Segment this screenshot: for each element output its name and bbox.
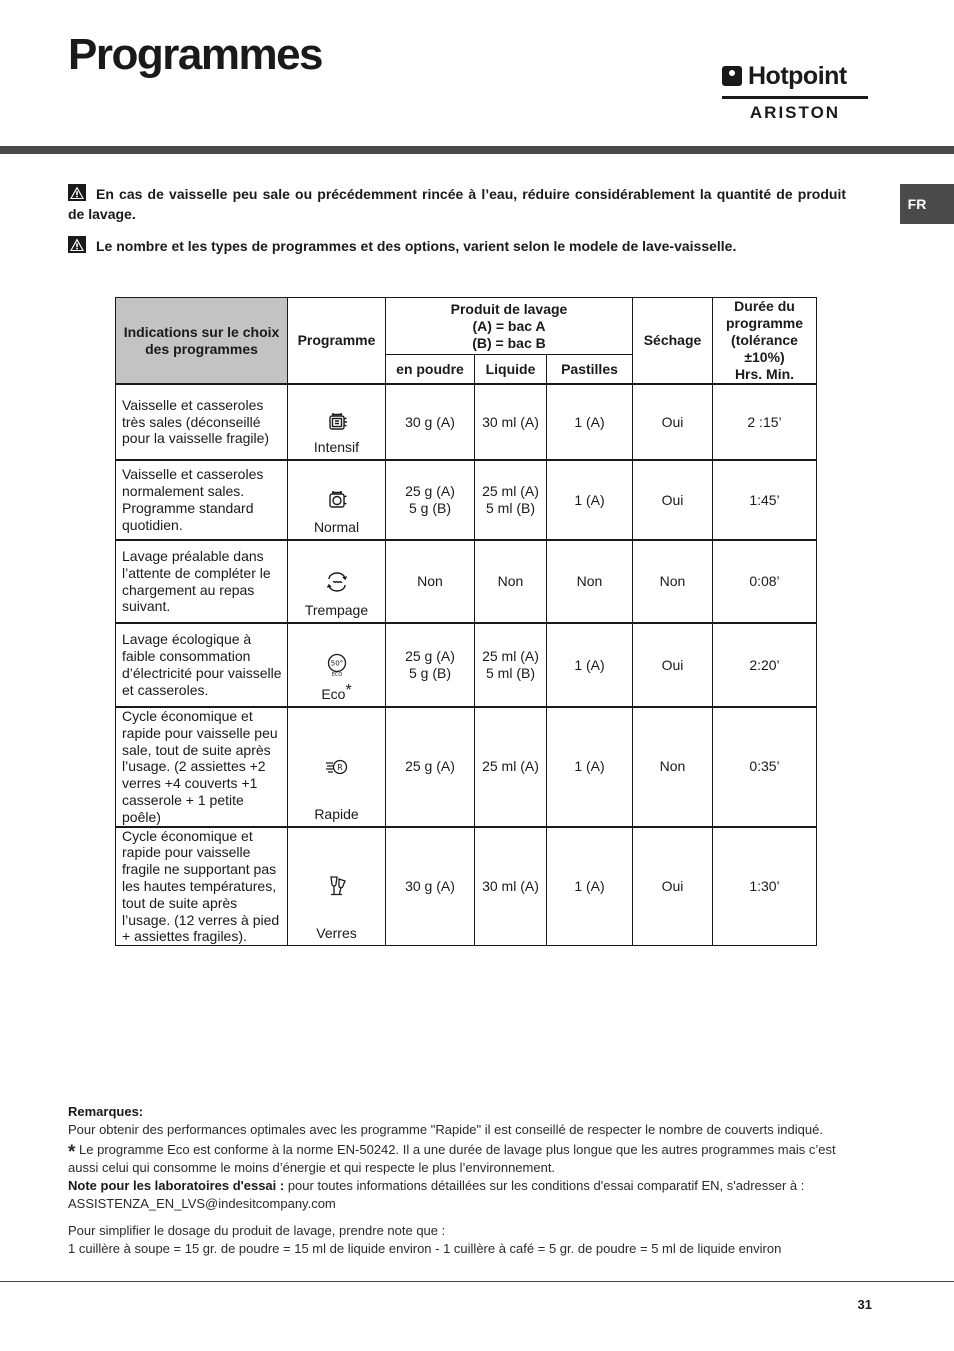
logo-mark-icon: [722, 66, 742, 86]
warning-text: Le nombre et les types de programmes et des options, varient selon le modele de lave-vaisselle.: [96, 238, 737, 254]
header-produit: [386, 298, 633, 355]
header-programme: Programme: [288, 298, 386, 385]
dose-value: 5 ml (B): [486, 665, 535, 681]
page-number: 31: [857, 1297, 872, 1312]
remarks-lab-label: Note pour les laboratoires d'essai :: [68, 1178, 285, 1193]
poudre-cell: [386, 707, 475, 827]
duree-cell: 0:35’: [713, 707, 817, 827]
eco-icon: [288, 653, 385, 677]
dose-value: 30 ml (A): [482, 413, 539, 430]
header-produit-line: (B) = bac B: [472, 334, 546, 351]
footer-divider: [0, 1281, 954, 1282]
eco-asterisk: *: [345, 682, 352, 700]
page-title: Programmes: [68, 30, 323, 79]
eco-icon-label: ECO: [331, 672, 342, 677]
warning-text: En cas de vaisselle peu sale ou précédemment rincée à l’eau, réduire considérablement la quantité de produit de lavage.: [68, 186, 846, 222]
remarks-lab: [68, 1177, 868, 1213]
programme-description: Vaisselle et casseroles très sales (déconseillé pour la vaisselle fragile): [116, 384, 288, 460]
remarks-dosage: 1 cuillère à soupe = 15 gr. de poudre = 15 ml de liquide environ - 1 cuillère à café = 5 gr. de poudre = 5 ml de liquide environ: [68, 1241, 782, 1256]
glasses-icon: [288, 874, 385, 898]
header-pastilles: Pastilles: [547, 355, 633, 384]
dose-value: Non: [497, 573, 524, 590]
programme-description: Lavage écologique à faible consommation d’électricité pour vaisselle et casseroles.: [116, 623, 288, 707]
programme-description: Cycle économique et rapide pour vaisselle fragile ne supportant pas les hautes températures, tout de suite après l’usage. (12 verres à pied + assiettes fragiles).: [116, 827, 288, 946]
liquide-cell: [475, 827, 547, 946]
dose-value: 5 g (B): [408, 500, 451, 516]
programme-cell: [288, 707, 386, 827]
header-duree: [713, 298, 817, 385]
header-produit-line: (A) = bac A: [472, 317, 546, 334]
programme-name-text: Eco: [321, 686, 346, 703]
header-sechage: Séchage: [633, 298, 713, 385]
intensive-icon: [288, 410, 385, 434]
dose-value: 30 ml (A): [482, 877, 539, 894]
pastilles-cell: Non: [547, 540, 633, 623]
poudre-cell: [386, 540, 475, 623]
rapid-icon: [288, 755, 385, 779]
pastilles-cell: 1 (A): [547, 827, 633, 946]
logo-subbrand: ARISTON: [749, 103, 841, 122]
remarks-eco: [68, 1141, 868, 1177]
programme-cell: [288, 460, 386, 540]
sechage-cell: Non: [633, 707, 713, 827]
dose-value: 25 ml (A): [482, 648, 539, 665]
duree-cell: 0:08’: [713, 540, 817, 623]
programme-cell: [288, 623, 386, 707]
duree-cell: 1:30’: [713, 827, 817, 946]
table-row: [116, 540, 817, 623]
dose-value: 25 ml (A): [482, 758, 539, 775]
logo-brand: Hotpoint: [748, 61, 847, 90]
dose-value: 5 g (B): [408, 665, 451, 681]
warning-note: [68, 236, 858, 256]
eco-icon-temp: 50°: [330, 659, 343, 668]
dose-value: 25 ml (A): [482, 483, 539, 500]
poudre-cell: [386, 384, 475, 460]
programme-cell: [288, 827, 386, 946]
pastilles-cell: 1 (A): [547, 623, 633, 707]
normal-icon: [288, 488, 385, 512]
programme-name: Intensif: [313, 439, 360, 456]
sechage-cell: Oui: [633, 623, 713, 707]
remarks-asterisk: *: [68, 1142, 76, 1163]
programme-description: Lavage préalable dans l’attente de compléter le chargement au repas suivant.: [116, 540, 288, 623]
header-en-poudre: en poudre: [386, 355, 475, 384]
programme-name: Normal: [313, 519, 360, 536]
header-divider: [0, 146, 954, 154]
programme-name: Verres: [316, 925, 357, 942]
dose-value: 30 g (A): [405, 877, 455, 894]
pastilles-cell: 1 (A): [547, 384, 633, 460]
remarks-lab-text: pour toutes informations détaillées sur les conditions d'essai comparatif EN, s'adresser à : ASSISTENZA_EN_LVS@indesitcompany.com: [68, 1178, 805, 1211]
warning-note: [68, 184, 846, 224]
programmes-table: [115, 297, 817, 946]
poudre-cell: [386, 623, 475, 707]
table-row: [116, 827, 817, 946]
poudre-cell: [386, 460, 475, 540]
table-row: [116, 460, 817, 540]
remarks-section: [68, 1103, 868, 1258]
programme-description: Vaisselle et casseroles normalement sales. Programme standard quotidien.: [116, 460, 288, 540]
programme-name: [288, 682, 385, 703]
sechage-cell: Oui: [633, 827, 713, 946]
table-row: [116, 623, 817, 707]
programme-name: Trempage: [304, 602, 369, 619]
pastilles-cell: 1 (A): [547, 460, 633, 540]
sechage-cell: Oui: [633, 384, 713, 460]
poudre-cell: [386, 827, 475, 946]
warning-icon: [68, 236, 86, 253]
dose-value: 25 g (A): [405, 648, 455, 665]
header-duree-line: programme: [725, 315, 804, 331]
dose-value: 25 g (A): [405, 758, 455, 775]
duree-cell: 2 :15’: [713, 384, 817, 460]
header-duree-line: Durée du: [734, 298, 795, 314]
duree-cell: 1:45’: [713, 460, 817, 540]
warning-icon: [68, 184, 86, 201]
header-liquide: Liquide: [475, 355, 547, 384]
liquide-cell: [475, 623, 547, 707]
dose-value: 5 ml (B): [486, 500, 535, 516]
table-row: [116, 707, 817, 827]
programme-description: Cycle économique et rapide pour vaisselle peu sale, tout de suite après l’usage. (2 assiettes +2 verres +4 couverts +1 casserole + 1 petite poêle): [116, 707, 288, 827]
remarks-title: Remarques:: [68, 1104, 144, 1119]
dose-value: 30 g (A): [405, 413, 455, 430]
hotpoint-ariston-logo: [722, 60, 868, 124]
header-duree-line: ±10%): [744, 349, 785, 365]
header-indications: Indications sur le choix des programmes: [116, 298, 288, 385]
liquide-cell: [475, 707, 547, 827]
soak-icon: [288, 570, 385, 594]
programme-cell: [288, 540, 386, 623]
rapid-icon-letter: R: [336, 762, 343, 772]
pastilles-cell: 1 (A): [547, 707, 633, 827]
table-row: [116, 384, 817, 460]
language-tab: FR: [900, 184, 954, 224]
liquide-cell: [475, 460, 547, 540]
header-duree-line: (tolérance: [731, 332, 798, 348]
remarks-dosage-intro: Pour simplifier le dosage du produit de lavage, prendre note que :: [68, 1223, 446, 1238]
programme-cell: [288, 384, 386, 460]
remarks-eco-text: Le programme Eco est conforme à la norme EN-50242. Il a une durée de lavage plus longue que les autres programmes mais c’est aussi celui qui consomme le moins d’énergie et qui respecte le plus l’environnement.: [68, 1142, 836, 1175]
dose-value: 25 g (A): [405, 483, 455, 500]
sechage-cell: Non: [633, 540, 713, 623]
remarks-rapide: Pour obtenir des performances optimales avec les programme "Rapide" il est conseillé de respecter le nombre de couverts indiqué.: [68, 1122, 823, 1137]
logo-divider: [722, 96, 868, 99]
programme-name: Rapide: [314, 805, 359, 822]
dose-value: Non: [417, 573, 443, 590]
sechage-cell: Oui: [633, 460, 713, 540]
header-duree-line: Hrs. Min.: [734, 366, 795, 382]
duree-cell: 2:20’: [713, 623, 817, 707]
liquide-cell: [475, 540, 547, 623]
liquide-cell: [475, 384, 547, 460]
header-produit-line: Produit de lavage: [450, 300, 568, 317]
